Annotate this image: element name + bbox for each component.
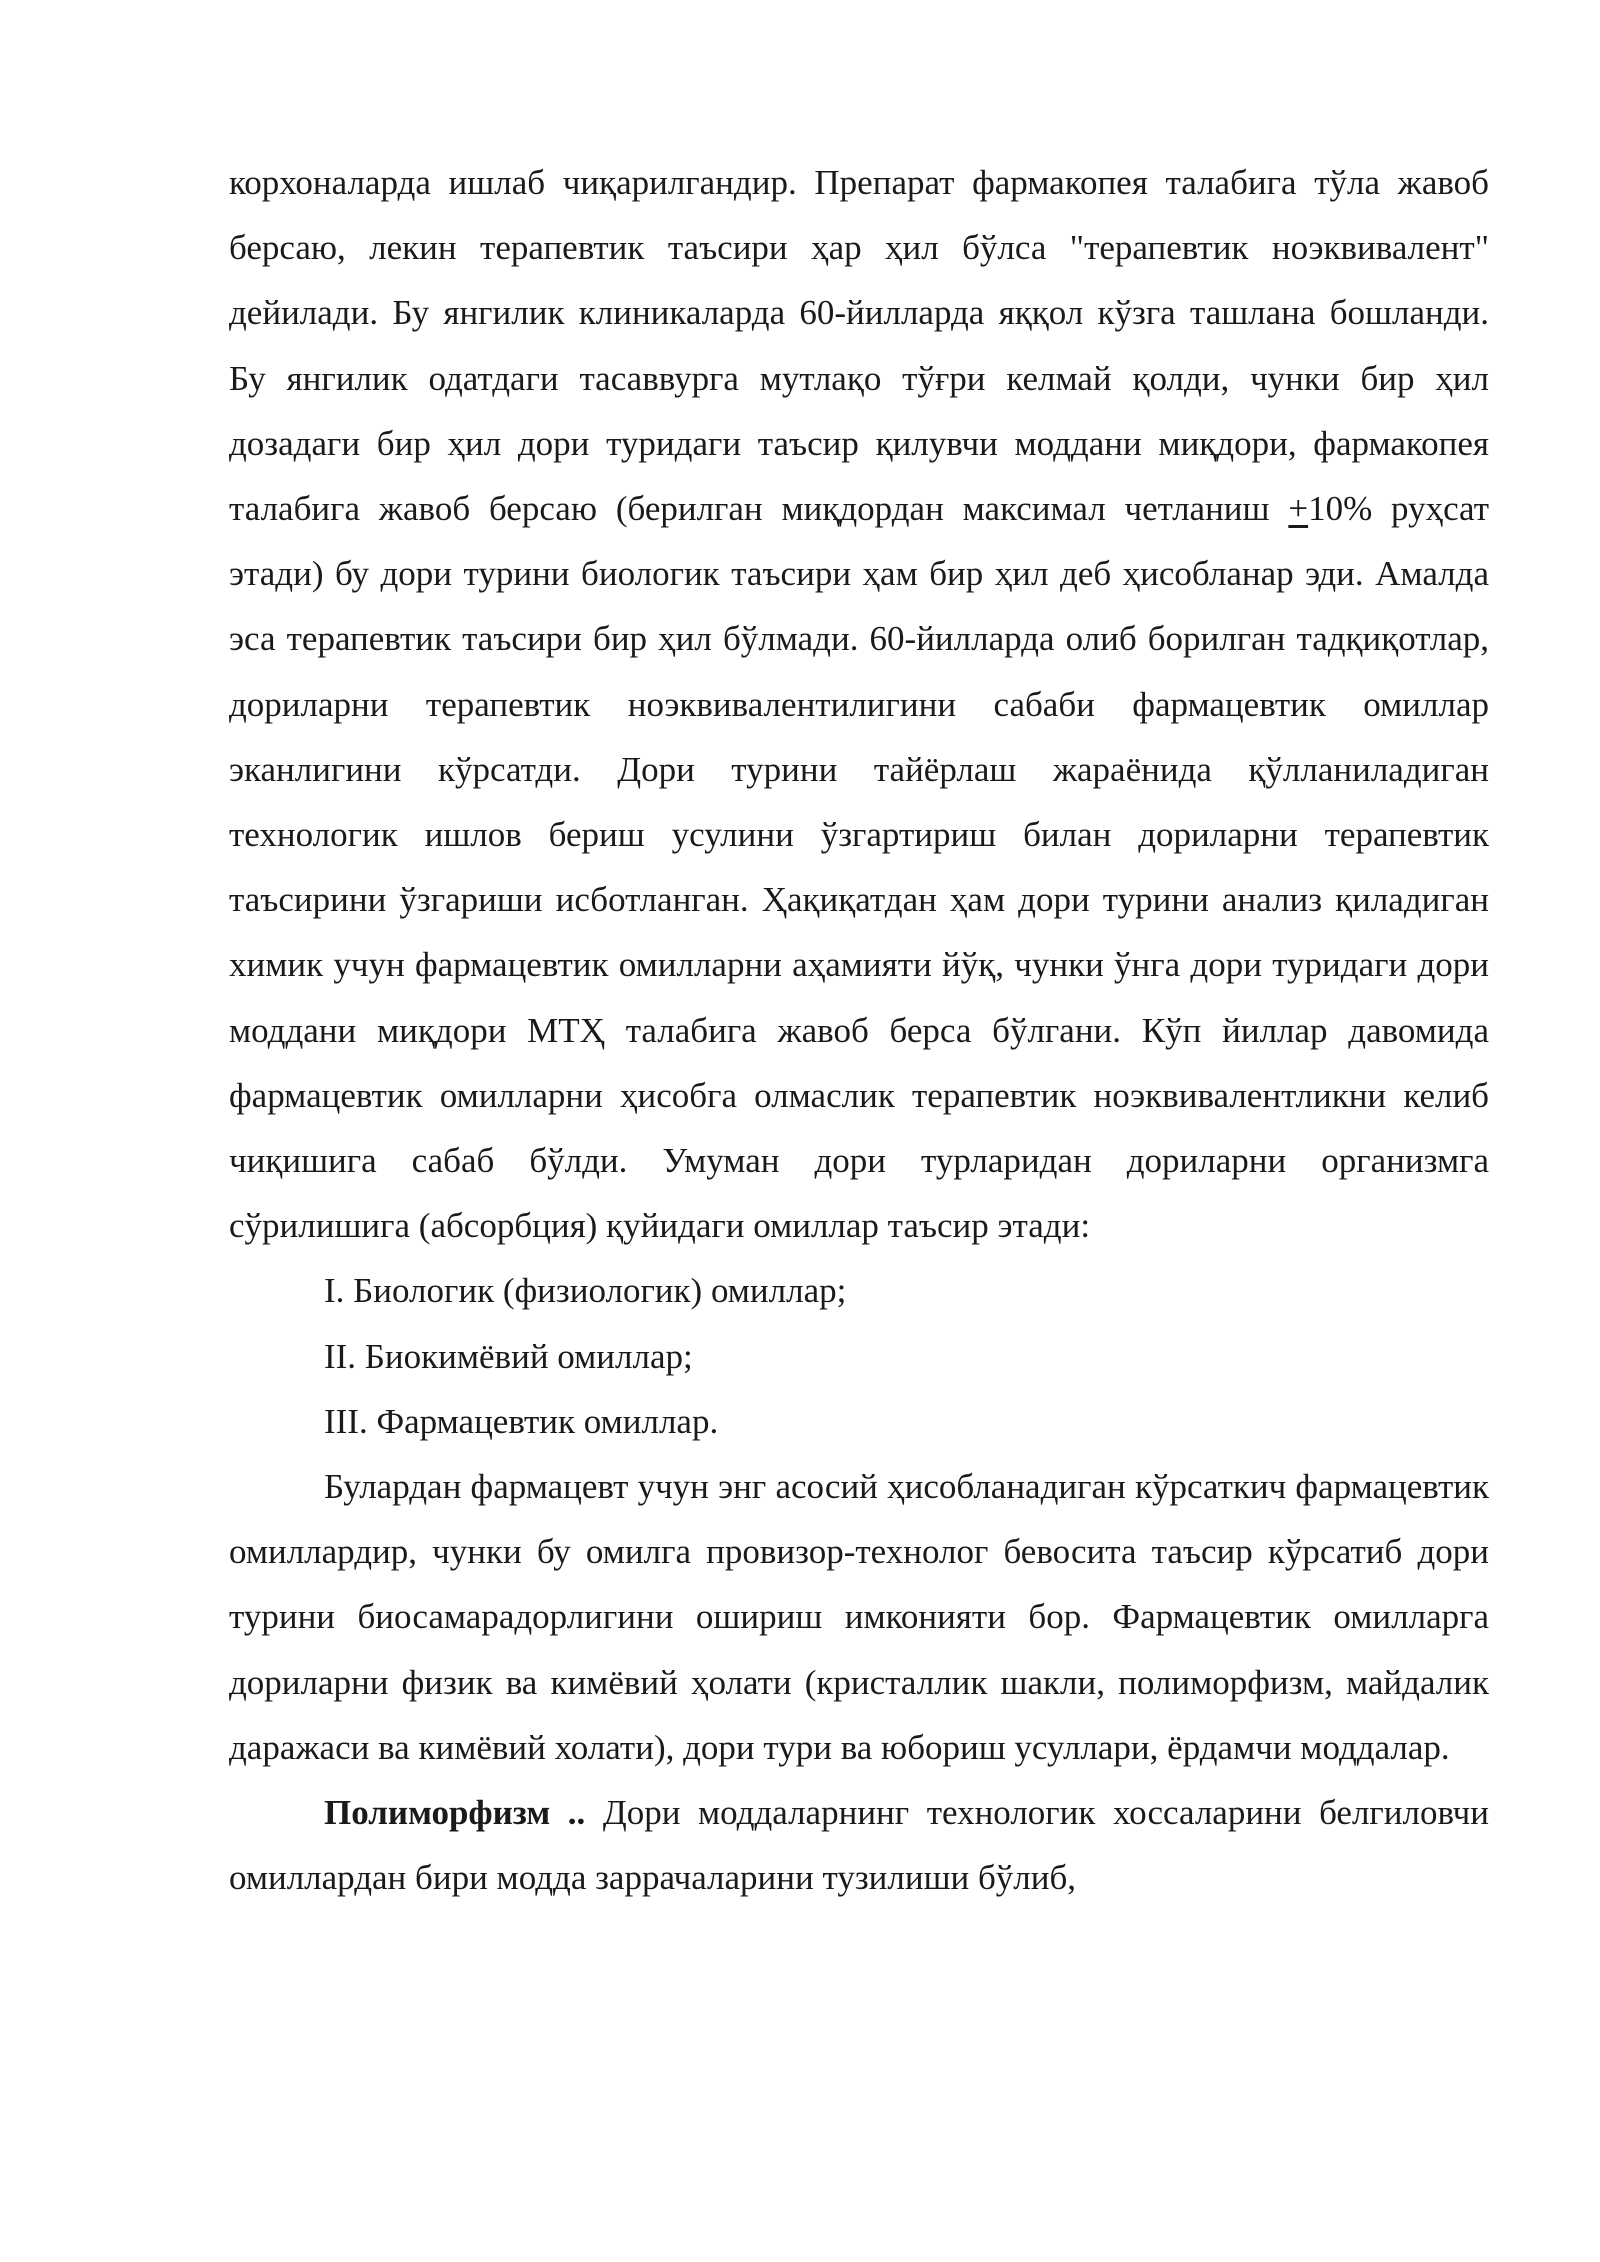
paragraph-text: 10% руҳсат этади) бу дори турини биологик таъсири ҳам бир ҳил деб ҳисобланар эди. Амалда эса терапевтик таъсири бир ҳил бўлмади. 60-йилларда олиб борилган тадқиқотлар, дориларни терапевтик ноэквивалентилигини сабаби фармацевтик омиллар эканлигини кўрсатди. Дори турини тайёрлаш жараёнида қўлланиладиган технологик ишлов бериш усулини ўзгартириш билан дориларни терапевтик таъсирини ўзгариши исботланган. Ҳақиқатдан ҳам дори турини анализ қиладиган химик учун фармацевтик омилларни аҳамияти йўқ, чунки ўнга дори туридаги дори моддани миқдори МТҲ талабига жавоб берса бўлгани. Кўп йиллар давомида фармацевтик омилларни ҳисобга олмаслик терапевтик ноэквивалентликни келиб чиқишига сабаб бўлди. Умуман дори турларидан дориларни организмга сўрилишига (абсорбция) қуйидаги омиллар таъсир этади: <box>229 489 1489 1246</box>
list-item-pharmaceutical: III. Фармацевтик омиллар. <box>324 1401 719 1441</box>
paragraph-pharmaceutical-factors: Булардан фармацевт учун энг асосий ҳисобланадиган кўрсаткич фармацевтик омиллардир, чунки бу омилга провизор-технолог бевосита таъсир кўрсатиб дори турини биосамарадорлигини ошириш имконияти бор. Фармацевтик омилларга дориларни физик ва кимёвий ҳолати (кристаллик шакли, полиморфизм, майдалик даражаси ва кимёвий холати), дори тури ва юбориш усуллари, ёрдамчи моддалар. <box>229 1467 1489 1767</box>
paragraph-text: корхоналарда ишлаб чиқарилгандир. Препарат фармакопея талабига тўла жавоб берсаю, лекин терапевтик таъсири ҳар ҳил бўлса "терапевтик ноэквивалент" дейилади. Бу янгилик клиникаларда 60-йилларда яққол кўзга ташлана бошланди. Бу янгилик одатдаги тасаввурга мутлақо тўғри келмай қолди, чунки бир ҳил дозадаги бир ҳил дори туридаги таъсир қилувчи моддани миқдори, фармакопея талабига жавоб берсаю (берилган миқдордан максимал четланиш <box>229 163 1489 529</box>
paragraph-absorption-factors <box>229 150 1489 1258</box>
paragraph-polymorphism <box>229 1780 1489 1910</box>
list-item-biological: I. Биологик (физиологик) омиллар; <box>324 1271 847 1311</box>
polymorphism-term: Полиморфизм .. <box>324 1793 586 1833</box>
list-item-biochemical: II. Биокимёвий омиллар; <box>324 1336 693 1376</box>
document-body <box>229 150 1489 1910</box>
plus-minus-symbol: + <box>1288 489 1309 529</box>
paragraph-text: Дори моддаларнинг технологик хоссаларини белгиловчи омиллардан бири модда заррачаларини тузилиши бўлиб, <box>229 1793 1490 1898</box>
